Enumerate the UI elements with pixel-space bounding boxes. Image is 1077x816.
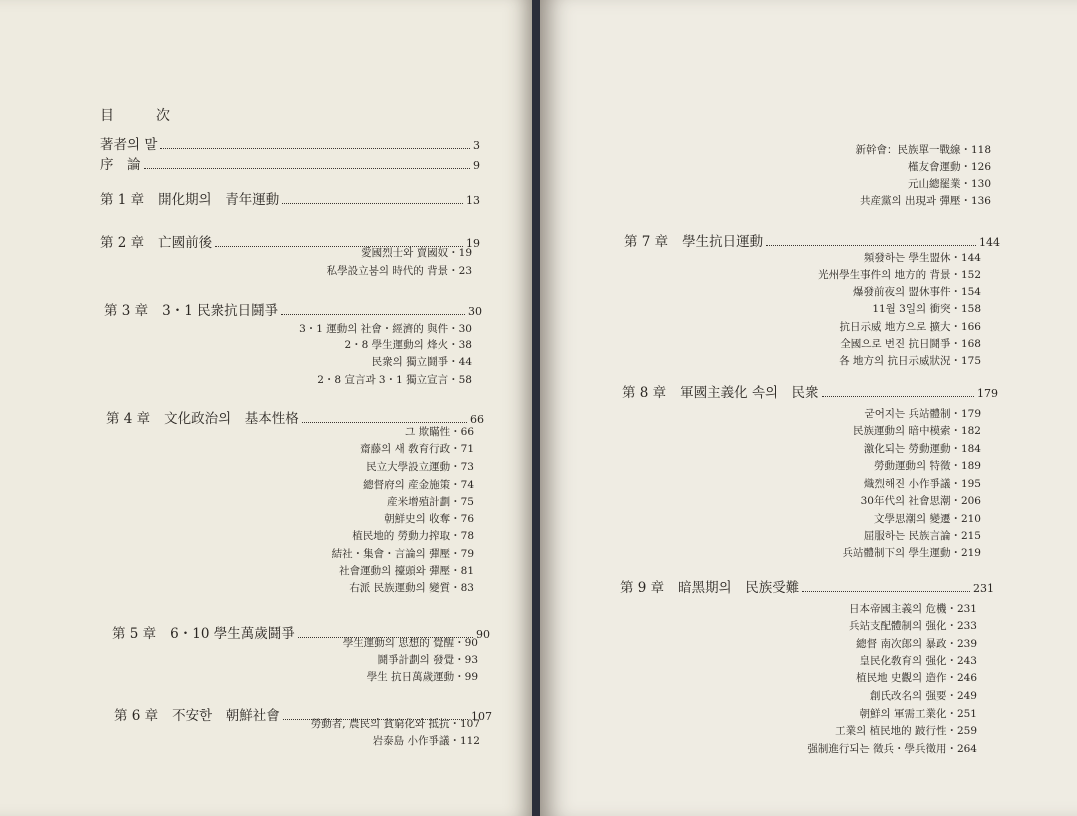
section-entry[interactable]: 愛國烈士와 賣國奴・19 — [361, 247, 472, 259]
toc-entry-chapter-3[interactable] — [104, 299, 482, 319]
section-entry[interactable]: 民立大學設立運動・73 — [366, 461, 474, 473]
section-entry[interactable]: 勞動運動의 特徵・189 — [873, 460, 981, 472]
chapter-title: 學生抗日運動 — [682, 234, 764, 250]
entry-page: 9 — [473, 159, 480, 172]
toc-entry-chapter-9[interactable] — [620, 576, 994, 596]
dot-leader — [766, 245, 976, 246]
section-entry[interactable]: 兵站體制下의 學生運動・219 — [842, 547, 981, 559]
chapter-label: 第 9 章 — [620, 580, 665, 596]
section-entry[interactable]: 皇民化敎育의 强化・243 — [859, 655, 977, 667]
section-entry[interactable]: 槿友會運動・126 — [907, 161, 991, 173]
toc-entry-chapter-1[interactable] — [100, 188, 480, 208]
section-entry[interactable]: 鬪爭計劃의 發覺・93 — [377, 654, 478, 666]
chapter-title: 開化期의 青年運動 — [158, 192, 280, 208]
section-entry[interactable]: 民衆의 獨立鬪爭・44 — [371, 356, 472, 368]
section-entry[interactable]: 11월 3일의 衝突・158 — [872, 303, 981, 315]
chapter-label: 第 2 章 — [100, 235, 145, 251]
section-entry[interactable]: 굳어지는 兵站體制・179 — [864, 408, 981, 420]
toc-heading: 目 次 — [100, 108, 184, 124]
dot-leader — [802, 591, 970, 592]
entry-title: 序 論 — [100, 157, 141, 173]
section-entry[interactable]: 3・1 運動의 社會・經濟的 與件・30 — [299, 323, 472, 335]
section-entry[interactable]: 激化되는 勞動運動・184 — [863, 443, 981, 455]
section-entry[interactable]: 元山總罷業・130 — [907, 178, 991, 190]
section-entry[interactable]: 爆發前夜의 盟休事件・154 — [852, 286, 981, 298]
section-entry[interactable]: 結社・集會・言論의 彈壓・79 — [331, 548, 474, 560]
chapter-label: 第 5 章 — [112, 626, 157, 642]
section-entry[interactable]: 共産黨의 出現과 彈壓・136 — [859, 195, 991, 207]
chapter-page: 144 — [979, 236, 1000, 249]
toc-entry-introduction[interactable] — [100, 153, 480, 173]
section-entry[interactable]: 勞動者, 農民의 貧窮化와 抵抗・107 — [310, 718, 480, 730]
section-entry[interactable]: 兵站支配體制의 强化・233 — [848, 620, 977, 632]
section-entry[interactable]: 屈服하는 民族言論・215 — [863, 530, 981, 542]
section-entry[interactable]: 全國으로 번진 抗日鬪爭・168 — [840, 338, 981, 350]
chapter-title: 3・1 民衆抗日鬪爭 — [162, 303, 279, 319]
chapter-label: 第 3 章 — [104, 303, 149, 319]
chapter-page: 231 — [973, 582, 994, 595]
chapter-title: 軍國主義化 속의 民衆 — [680, 385, 819, 401]
chapter-page: 13 — [466, 194, 480, 207]
chapter-page: 66 — [470, 413, 484, 426]
section-entry[interactable]: 岩泰島 小作爭議・112 — [372, 735, 480, 747]
section-entry[interactable]: 私學設立붐의 時代的 背景・23 — [326, 265, 472, 277]
chapter-label: 第 7 章 — [624, 234, 669, 250]
chapter-label: 第 6 章 — [114, 708, 159, 724]
section-entry[interactable]: 産米增殖計劃・75 — [387, 496, 474, 508]
section-entry[interactable]: 右派 民族運動의 變質・83 — [349, 582, 474, 594]
dot-leader — [144, 168, 471, 169]
section-entry[interactable]: 光州學生事件의 地方的 背景・152 — [818, 269, 981, 281]
section-entry[interactable]: 朝鮮의 軍需工業化・251 — [859, 708, 977, 720]
left-page — [0, 0, 532, 816]
section-entry[interactable]: 植民地的 勞動力搾取・78 — [352, 530, 474, 542]
dot-leader — [282, 203, 463, 204]
toc-entry-chapter-7[interactable] — [624, 230, 1000, 250]
entry-title: 著者의 말 — [100, 137, 158, 153]
section-entry[interactable]: 植民地 史觀의 造作・246 — [856, 672, 977, 684]
chapter-title: 不安한 朝鮮社會 — [172, 708, 280, 724]
section-entry[interactable]: 文學思潮의 變遷・210 — [873, 513, 981, 525]
section-entry[interactable]: 强制進行되는 徵兵・學兵徵用・264 — [807, 743, 977, 755]
section-entry[interactable]: 朝鮮史의 收奪・76 — [384, 513, 474, 525]
section-entry[interactable]: 2・8 學生運動의 烽火・38 — [344, 339, 472, 351]
section-entry[interactable]: 學生 抗日萬歲運動・99 — [366, 671, 478, 683]
chapter-title: 亡國前後 — [158, 235, 213, 251]
chapter-label: 第 4 章 — [106, 411, 151, 427]
chapter-page: 107 — [471, 710, 492, 723]
right-page — [540, 0, 1077, 816]
chapter-label: 第 1 章 — [100, 192, 145, 208]
section-entry[interactable]: 工業의 植民地的 跛行性・259 — [835, 725, 977, 737]
chapter-page: 90 — [476, 628, 490, 641]
dot-leader — [822, 396, 974, 397]
section-entry[interactable]: 總督 南次郎의 暴政・239 — [856, 638, 977, 650]
chapter-page: 179 — [977, 387, 998, 400]
chapter-page: 19 — [466, 237, 480, 250]
section-entry[interactable]: 新幹會：民族單一戰線・118 — [855, 144, 991, 156]
dot-leader — [160, 148, 470, 149]
section-entry[interactable]: 社會運動의 擡頭와 彈壓・81 — [339, 565, 474, 577]
section-entry[interactable]: 그 欺瞞性・66 — [405, 426, 474, 438]
chapter-page: 30 — [468, 305, 482, 318]
chapter-label: 第 8 章 — [622, 385, 667, 401]
section-entry[interactable]: 熾烈해진 小作爭議・195 — [863, 478, 981, 490]
dot-leader — [281, 314, 465, 315]
section-entry[interactable]: 頻發하는 學生盟休・144 — [863, 252, 981, 264]
toc-entry-chapter-8[interactable] — [622, 381, 998, 401]
section-entry[interactable]: 各 地方의 抗日示威狀況・175 — [839, 355, 981, 367]
book-gutter — [532, 0, 540, 816]
entry-page: 3 — [473, 139, 480, 152]
toc-entry-preface[interactable] — [100, 133, 480, 153]
section-entry[interactable]: 學生運動의 思想的 覺醒・90 — [342, 637, 478, 649]
chapter-title: 暗黑期의 民族受難 — [678, 580, 800, 596]
chapter-title: 6・10 學生萬歲鬪爭 — [170, 626, 295, 642]
section-entry[interactable]: 抗日示威 地方으로 擴大・166 — [839, 321, 981, 333]
section-entry[interactable]: 齋藤의 새 敎育行政・71 — [360, 443, 474, 455]
section-entry[interactable]: 總督府의 産金施策・74 — [363, 479, 474, 491]
section-entry[interactable]: 日本帝國主義의 危機・231 — [848, 603, 977, 615]
section-entry[interactable]: 30年代의 社會思潮・206 — [860, 495, 981, 507]
section-entry[interactable]: 民族運動의 暗中模索・182 — [852, 425, 981, 437]
chapter-title: 文化政治의 基本性格 — [164, 411, 299, 427]
dot-leader — [302, 422, 467, 423]
section-entry[interactable]: 創氏改名의 强要・249 — [869, 690, 977, 702]
section-entry[interactable]: 2・8 宣言과 3・1 獨立宣言・58 — [317, 374, 472, 386]
